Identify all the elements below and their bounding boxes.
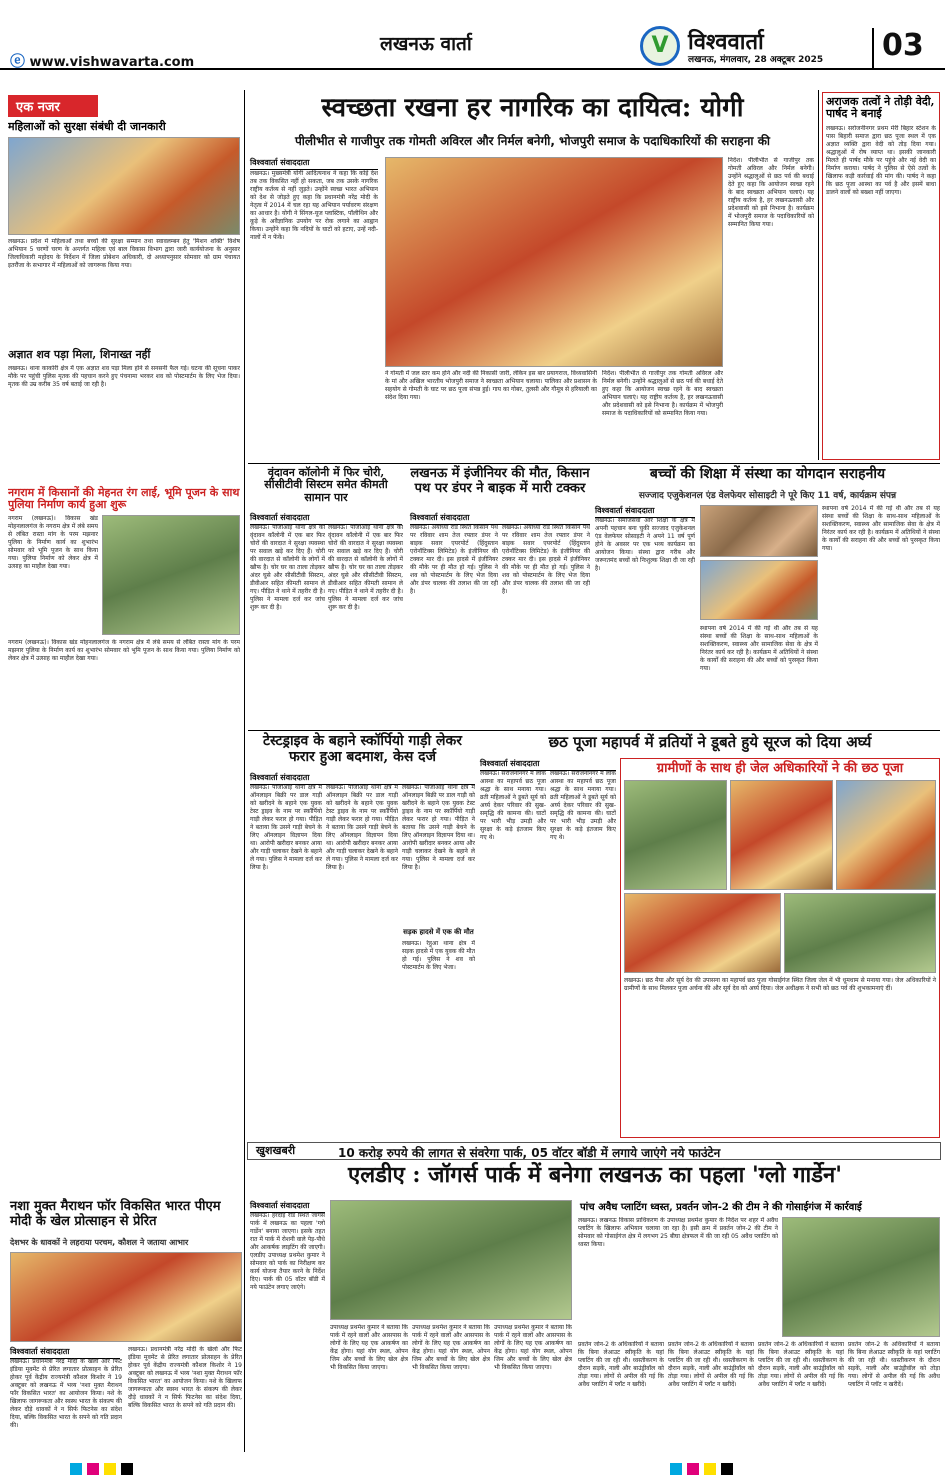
plotting-box	[578, 1200, 940, 1454]
jail-photo-5	[784, 893, 936, 973]
chhath-headline: छठ पूजा महापर्व में व्रतियों ने डूबते हुये सूरज को दिया अर्घ्य	[548, 733, 872, 751]
jail-box	[620, 758, 940, 1138]
bureau-byline: विश्ववार्ता संवाददाता	[250, 772, 475, 785]
marathon-text-cont: लखनऊ। प्रधानमंत्री नरेंद्र मोदी के खेलो और फिट इंडिया मूवमेंट से प्रेरित लगातार प्रोत्साहन के प्रेरित होकर पूर्व केंद्रीय राज्यमंत्री कौशल किशोर ने 19 अक्टूबर को लखनऊ में भव्य 'नशा मुक्त मैराथन फॉर विकसित भारत' का आयोजन किया। नशे के खिलाफ जागरूकता और स्वस्थ भारत के संकल्प की लेकर दौड़े धावकों ने न सिर्फ फिटनेस का संदेश दिया, बल्कि विकसित भारत के सपने को गति प्रदान की।	[128, 1346, 242, 1409]
plotting-text-cont: प्रवर्तन जोन-2 के अधिकारियों ने बताया कि बिना लेआउट स्वीकृति के यहां प्लाटिंग की जा रही थी। ध्वस्तीकरण के दौरान सड़कें, नाली और बाउंड्रीवॉल को तोड़ा गया। लोगों से अपील की गई कि अवैध प्लाटिंग में प्लॉट न खरीदें।	[578, 1341, 664, 1389]
black-swatch	[121, 1463, 133, 1475]
marathon-headline: नशा मुक्त मैराथन फॉर विकसित भारत पीएम मोदी के खेल प्रोत्साहन से प्रेरित	[10, 1199, 221, 1229]
jail-photo-3	[836, 780, 936, 890]
bhoomi-pujan-photo	[102, 515, 240, 635]
black-swatch	[721, 1463, 733, 1475]
demolition-photo	[782, 1217, 940, 1337]
plotting-headline: पांच अवैध प्लाटिंग ध्वस्त, प्रवर्तन जोन-2 की टीम ने की गोसाईगंज में कार्रवाई	[580, 1202, 862, 1213]
story-text: नगराम (लखनऊ)। विकास खंड मोहनलालगंज के नगराम क्षेत्र में लंबे समय से लंबित रास्ता मांग के परम मझनार पुलिया के निर्माण कार्य का शुभारंभ सोमवार को भूमि पूजन के साथ किया गया। पुलिया निर्माण को लेकर क्षेत्र में उत्साह का माहौल देखा गया।	[8, 515, 98, 571]
school-photo-group	[700, 560, 818, 620]
engineer-headline: लखनऊ में इंजीनियर की मौत, किसान पथ पर डंपर ने बाइक में मारी टक्कर	[410, 466, 590, 496]
story-text: नगराम (लखनऊ)। विकास खंड मोहनलालगंज के नगराम क्षेत्र में लंबे समय से लंबित रास्ता मांग के परम मझनार पुलिया के निर्माण कार्य का शुभारंभ सोमवार को भूमि पूजन के साथ किया गया। पुलिया निर्माण को लेकर क्षेत्र में उत्साह का माहौल देखा गया।	[8, 639, 240, 663]
story-headline: अज्ञात शव पड़ा मिला, शिनाख्त नहीं	[8, 348, 151, 362]
bureau-byline: विश्ववार्ता संवाददाता	[10, 1346, 120, 1359]
cyan-swatch	[70, 1463, 82, 1475]
lead-text: लखनऊ। मुख्यमंत्री योगी आदित्यनाथ ने कहा कि कोई देश तब तक विकसित नहीं हो सकता, जब तक उसके नागरिक राष्ट्रीय कर्तव्य से नहीं जुड़ते। उन्होंने स्वच्छ भारत अभियान को देश से जोड़ते हुए कहा कि प्रधानमंत्री नरेंद्र मोदी के नेतृत्व में 2014 में चल रहा यह अभियान पर्यावरण संरक्षण का आधार है। योगी ने सिंगल-यूज प्लास्टिक, पॉलीथिन और कूड़े के अवैज्ञानिक उपयोग पर रोक लगाने का आह्वान किया। उन्होंने कहा कि नदियों के घाटों को हटाए, उन्हें नदी-नालों में न फेंकें।	[250, 170, 378, 241]
good-news-strip	[247, 1142, 941, 1160]
brand-name: विश्ववार्ता	[688, 29, 764, 55]
glo-text-cont: उपाध्यक्ष प्रथमेश कुमार ने बताया कि पार्क में रहने वालों और आसपास के लोगों के लिए यह एक आकर्षण का केंद्र होगा। यहां योग स्थल, ओपन जिम और बच्चों के लिए खेल क्षेत्र भी विकसित किया जाएगा।	[494, 1324, 572, 1371]
glo-garden-headline: एलडीए : जॉगर्स पार्क में बनेगा लखनऊ का पहला 'ग्लो गार्डेन'	[348, 1162, 842, 1188]
story-text: लखनऊ। थाना काकोरी क्षेत्र में एक अज्ञात शव पड़ा मिला होने से सनसनी फैल गई। घटना की सूचना पाकर मौके पर पहुंची पुलिस मृतक की पहचान करने हुए पंचनामा भरकर शव को पोस्टमार्टम के लिए भेज दिया। मृतक की उम्र करीब 35 वर्ष बताई जा रही है।	[8, 364, 240, 388]
lead-text: ने गोमती में जल स्तर कम होने और नदी की निकासी जारी, लेकिन इस बार प्रयागराज, विंध्यवासिनी के मां और अखिल भारतीय भोजपुरी समाज ने स्वच्छता अभियान चलाया। पालिका और प्रशासन के सहयोग से गोमती के घाट पर छठ पूजा संपन्न हुई। गाय का गोबर, तुलसी और गौमूत्र से हरियाली का संदेश दिया गया।	[385, 370, 597, 401]
school-text: लखनऊ। समाजसेवा और शिक्षा के क्षेत्र में अपनी पहचान बना चुकी सज्जाद एजुकेशनल एंड वेलफेयर सोसाइटी ने अपने 11 वर्ष पूर्ण होने के अवसर पर एक भव्य कार्यक्रम का आयोजन किया। संस्था द्वारा गरीब और जरूरतमंद बच्चों को निःशुल्क शिक्षा दी जा रही है।	[595, 517, 695, 572]
print-registration-bar	[0, 1458, 945, 1474]
school-headline: बच्चों की शिक्षा में संस्था का योगदान सराहनीय	[649, 466, 886, 482]
marathon-subhead: देशभर के धावकों ने लहराया परचम, कौशल ने जताया आभार	[10, 1238, 189, 1247]
lead-text: निर्देश। पीलीभीत से गाजीपुर तक गोमती अविरल और निर्मल बनेगी। उन्होंने श्रद्धालुओं से छठ पर्व की बधाई देते हुए कहा कि आयोजन स्वच्छ रहने के बाद स्वच्छता अभियान चलाएं। यह राष्ट्रीय कर्तव्य है, हर लखनऊवासी और प्रदेशवासी को इसे निभाना है। कार्यक्रम में भोजपुरी समाज के पदाधिकारियों को सम्मानित किया गया।	[728, 157, 814, 228]
story-headline: महिलाओं को सुरक्षा संबंधी दी जानकारी	[8, 120, 166, 133]
left-column	[8, 95, 240, 1155]
scorpio-text-cont: लखनऊ। पीजीआई थाना क्षेत्र में ऑनलाइन बिक्री पर डाल गाड़ी को खरीदने के बहाने एक युवक टेस्ट ड्राइव के नाम पर स्कॉर्पियो गाड़ी लेकर फरार हो गया। पीड़ित ने बताया कि उसने गाड़ी बेचने के लिए ऑनलाइन विज्ञापन दिया था। आरोपी खरीदार बनकर आया और गाड़ी चलाकर देखने के बहाने ले गया। पुलिस ने मामला दर्ज कर लिया है।	[402, 784, 475, 871]
section-rule	[248, 730, 940, 731]
page-number: 03	[872, 28, 938, 68]
jail-text: लखनऊ। छठ मैया और सूर्य देव की उपासना का महापर्व छठ पूजा गोसाईगंज स्थित जिला जेल में भी धूमधाम से मनाया गया। जेल अधिकारियों ने ग्रामीणों के साथ मिलकर पूजा अर्चना की और सूर्य देव को अर्घ्य दिया। जेल अधीक्षक ने सभी को छठ पर्व की शुभकामनाएं दीं।	[624, 976, 936, 992]
good-news-text: 10 करोड़ रुपये की लागत से संवरेगा पार्क, 05 वॉटर बॉडी में लगाये जाएंगे नये फाउंटेन	[338, 1146, 721, 1160]
school-subhead: सज्जाद एजुकेशनल एंड वेलफेयर सोसाइटी ने पूरे किए 11 वर्ष, कार्यक्रम संपन्न	[638, 491, 897, 501]
glo-text-cont: उपाध्यक्ष प्रथमेश कुमार ने बताया कि पार्क में रहने वालों और आसपास के लोगों के लिए यह एक आकर्षण का केंद्र होगा। यहां योग स्थल, ओपन जिम और बच्चों के लिए खेल क्षेत्र भी विकसित किया जाएगा।	[330, 1324, 408, 1371]
story-text: लखनऊ। सरोजनीनगर प्रथम मेरी बिहार स्टेशन के पास बिहारी समाज द्वारा छठ पूजा स्थल में एक अज्ञात व्यक्ति द्वारा वेदी को तोड़ दिया गया। श्रद्धालुओं में रोष व्याप्त था। इसकी जानकारी मिलते ही पार्षद मौके पर पहुंचे और नई वेदी का निर्माण कराया। पार्षद ने पुलिस से ऐसे तत्वों के खिलाफ कड़ी कार्रवाई की मांग की। पार्षद ने कहा कि छठ पूजा आस्था का पर्व है और इसमें बाधा डालने वालों को बख्शा नहीं जाएगा।	[826, 124, 936, 196]
good-news-tag: खुशखबरी	[248, 1143, 330, 1159]
story-headline: नगराम में किसानों की मेहनत रंग लाई, भूमि पूजन के साथ पुलिया निर्माण कार्य हुआ शुरू	[8, 485, 240, 511]
magenta-swatch	[687, 1463, 699, 1475]
yellow-swatch	[704, 1463, 716, 1475]
scorpio-text: लखनऊ। पीजीआई थाना क्षेत्र में ऑनलाइन बिक्री पर डाल गाड़ी को खरीदने के बहाने एक युवक टेस्ट ड्राइव के नाम पर स्कॉर्पियो गाड़ी लेकर फरार हो गया। पीड़ित ने बताया कि उसने गाड़ी बेचने के लिए ऑनलाइन विज्ञापन दिया था। आरोपी खरीदार बनकर आया और गाड़ी चलाकर देखने के बहाने ले गया। पुलिस ने मामला दर्ज कर लिया है।	[250, 784, 322, 871]
school-text-cont: स्थापना वर्ष 2014 में की गई थी और तब से यह संस्था बच्चों की शिक्षा के साथ-साथ महिलाओं के सशक्तिकरण, स्वास्थ्य और सामाजिक सेवा के क्षेत्र में निरंतर कार्य कर रही है। कार्यक्रम में अतिथियों ने संस्था के कार्यों की सराहना की और बच्चों को पुरस्कृत किया गया।	[822, 505, 940, 552]
magenta-swatch	[87, 1463, 99, 1475]
brand-logo: V	[640, 26, 680, 66]
school-photo-top	[700, 505, 818, 557]
jail-photo-4	[624, 893, 781, 973]
jail-photo-2	[730, 780, 833, 890]
lead-headline: स्वच्छता रखना हर नागरिक का दायित्व: योगी	[321, 93, 744, 123]
lead-subhead: पीलीभीत से गाजीपुर तक गोमती अविरल और निर्मल बनेगी, भोजपुरी समाज के पदाधिकारियों की सराहना की	[294, 134, 771, 148]
cyan-swatch	[670, 1463, 682, 1475]
bureau-byline: विश्ववार्ता संवाददाता	[595, 505, 695, 518]
section-rule	[248, 463, 940, 464]
plotting-text-cont: प्रवर्तन जोन-2 के अधिकारियों ने बताया कि बिना लेआउट स्वीकृति के यहां प्लाटिंग की जा रही थी। ध्वस्तीकरण के दौरान सड़कें, नाली और बाउंड्रीवॉल को तोड़ा गया। लोगों से अपील की गई कि अवैध प्लाटिंग में प्लॉट न खरीदें।	[668, 1341, 754, 1389]
lead-photo-yogi	[385, 157, 723, 367]
chhath-text: लखनऊ। सरोजनीनगर में लोक आस्था का महापर्व छठ पूजा श्रद्धा के साथ मनाया गया। व्रती महिलाओं ने डूबते सूर्य को अर्घ्य देकर परिवार की सुख-समृद्धि की कामना की। घाटों पर भारी भीड़ उमड़ी और सुरक्षा के कड़े इंतजाम किए गए थे।	[480, 770, 546, 841]
glo-text: लखनऊ। हरदोई रोड स्थित जॉगर्स पार्क में लखनऊ का पहला 'ग्लो गार्डेन' बनाया जाएगा। इसके तहत रात में पार्क में रोशनी वाले पेड़-पौधे और आकर्षक लाइटिंग की जाएगी। एलडीए उपाध्यक्ष प्रथमेश कुमार ने सोमवार को पार्क का निरीक्षण कर कार्य योजना तैयार करने के निर्देश दिए। पार्क की 05 वॉटर बॉडी में नये फाउंटेन लगाए जाएंगे।	[250, 1212, 325, 1291]
lead-text: निर्देश। पीलीभीत से गाजीपुर तक गोमती अविरल और निर्मल बनेगी। उन्होंने श्रद्धालुओं से छठ पर्व की बधाई देते हुए कहा कि आयोजन स्वच्छ रहने के बाद स्वच्छता अभियान चलाएं। यह राष्ट्रीय कर्तव्य है, हर लखनऊवासी और प्रदेशवासी को इसे निभाना है। कार्यक्रम में भोजपुरी समाज के पदाधिकारियों को सम्मानित किया गया।	[602, 370, 723, 417]
website-link[interactable]	[10, 50, 194, 71]
masthead	[0, 0, 945, 70]
plotting-text-cont: प्रवर्तन जोन-2 के अधिकारियों ने बताया कि बिना लेआउट स्वीकृति के यहां प्लाटिंग की जा रही थी। ध्वस्तीकरण के दौरान सड़कें, नाली और बाउंड्रीवॉल को तोड़ा गया। लोगों से अपील की गई कि अवैध प्लाटिंग में प्लॉट न खरीदें।	[758, 1341, 844, 1389]
marathon-photo	[10, 1252, 242, 1342]
accident-text: लखनऊ। रेहुआ थाना क्षेत्र में सड़क हादसे में एक युवक की मौत हो गई। पुलिस ने शव को पोस्टमार्टम के लिए भेजा।	[402, 940, 475, 971]
dateline: लखनऊ, मंगलवार, 28 अक्टूबर 2025	[688, 55, 824, 65]
story-headline: अराजक तत्वों ने तोड़ी वेदी, पार्षद ने बनाई	[826, 95, 935, 121]
column-divider	[244, 90, 245, 1452]
glo-text-cont: उपाध्यक्ष प्रथमेश कुमार ने बताया कि पार्क में रहने वालों और आसपास के लोगों के लिए यह एक आकर्षण का केंद्र होगा। यहां योग स्थल, ओपन जिम और बच्चों के लिए खेल क्षेत्र भी विकसित किया जाएगा।	[412, 1324, 490, 1371]
bureau-byline: विश्ववार्ता संवाददाता	[480, 758, 616, 771]
accident-subhead: सड़क हादसे में एक की मौत	[403, 928, 474, 936]
section-title: लखनऊ वार्ता	[380, 33, 472, 55]
theft-text-cont: लखनऊ। पीजीआई थाना क्षेत्र की वृंदावन कॉलोनी में एक बार फिर चोरों की वारदात ने सुरक्षा व्यवस्था पर सवाल खड़े कर दिए हैं। चोरी की वारदात से कॉलोनी के लोगों में खौफ है। चोर घर का ताला तोड़कर अंदर घुसे और सीसीटीवी सिस्टम, डीवीआर सहित कीमती सामान ले गए। पीड़ित ने थाने में तहरीर दी है। पुलिस ने मामला दर्ज कर जांच शुरू कर दी है।	[328, 524, 403, 611]
plotting-text-cont: प्रवर्तन जोन-2 के अधिकारियों ने बताया कि बिना लेआउट स्वीकृति के यहां प्लाटिंग की जा रही थी। ध्वस्तीकरण के दौरान सड़कें, नाली और बाउंड्रीवॉल को तोड़ा गया। लोगों से अपील की गई कि अवैध प्लाटिंग में प्लॉट न खरीदें।	[848, 1341, 940, 1389]
chhath-text-cont: लखनऊ। सरोजनीनगर में लोक आस्था का महापर्व छठ पूजा श्रद्धा के साथ मनाया गया। व्रती महिलाओं ने डूबते सूर्य को अर्घ्य देकर परिवार की सुख-समृद्धि की कामना की। घाटों पर भारी भीड़ उमड़ी और सुरक्षा के कड़े इंतजाम किए गए थे।	[550, 770, 616, 841]
story-text: लखनऊ। प्रदेश में महिलाओं तथा बच्चों की सुरक्षा सम्मान तथा स्वावलम्बन हेतु 'मिशन शक्ति' विशेष अभियान 5 चरणों चरण के अन्तर्गत महिला एवं बाल विकास विभाग द्वारा जारी कार्ययोजना के अनुसार जिलाधिकारी महोदय के निर्देशन में जिला प्रोबेशन अधिकारी, दो अध्यापनुसार सोमवार को ग्राम पंचायत इतरौंजा के सभागार में महिलाओं को जागरूक किया गया।	[8, 238, 240, 270]
bureau-byline: विश्ववार्ता संवाददाता	[250, 157, 378, 170]
marathon-text: लखनऊ। प्रधानमंत्री नरेंद्र मोदी के खेलो और फिट इंडिया मूवमेंट से प्रेरित लगातार प्रोत्साहन के प्रेरित होकर पूर्व केंद्रीय राज्यमंत्री कौशल किशोर ने 19 अक्टूबर को लखनऊ में भव्य 'नशा मुक्त मैराथन फॉर विकसित भारत' का आयोजन किया। नशे के खिलाफ जागरूकता और स्वस्थ भारत के संकल्प की लेकर दौड़े धावकों ने न सिर्फ फिटनेस का संदेश दिया, बल्कि विकसित भारत के सपने को गति प्रदान की।	[10, 1358, 122, 1429]
glo-garden-photo	[330, 1200, 572, 1320]
yellow-swatch	[104, 1463, 116, 1475]
women-meeting-photo	[8, 137, 240, 235]
jail-photo-1	[624, 780, 727, 890]
globe-icon: ⓔ	[10, 52, 26, 70]
engineer-text: लखनऊ। अयोध्या रोड स्थित किसान पथ पर रविवार शाम तेज रफ्तार डंपर ने बाइक सवार एयरपोर्ट (हिंदुस्तान एरोनॉटिक्स लिमिटेड) के इंजीनियर की टक्कर मार दी। इस हादसे में इंजीनियर की मौके पर ही मौत हो गई। पुलिस ने शव को पोस्टमार्टम के लिए भेज दिया और डंपर चालक की तलाश की जा रही है।	[410, 524, 498, 595]
jail-headline: ग्रामीणों के साथ ही जेल अधिकारियों ने की छठ पूजा	[656, 761, 904, 776]
column-divider	[818, 90, 819, 460]
school-text-cont: स्थापना वर्ष 2014 में की गई थी और तब से यह संस्था बच्चों की शिक्षा के साथ-साथ महिलाओं के सशक्तिकरण, स्वास्थ्य और सामाजिक सेवा के क्षेत्र में निरंतर कार्य कर रही है। कार्यक्रम में अतिथियों ने संस्था के कार्यों की सराहना की और बच्चों को पुरस्कृत किया गया।	[700, 625, 818, 672]
bureau-byline: विश्ववार्ता संवाददाता	[250, 512, 402, 525]
scorpio-headline: टेस्टड्राइव के बहाने स्कॉर्पियो गाड़ी लेकर फरार हुआ बदमाश, केस दर्ज	[262, 733, 463, 765]
website-url: www.vishwavarta.com	[29, 55, 195, 70]
bureau-byline: विश्ववार्ता संवाददाता	[410, 512, 590, 525]
engineer-text-cont: लखनऊ। अयोध्या रोड स्थित किसान पथ पर रविवार शाम तेज रफ्तार डंपर ने बाइक सवार एयरपोर्ट (हिंदुस्तान एरोनॉटिक्स लिमिटेड) के इंजीनियर की टक्कर मार दी। इस हादसे में इंजीनियर की मौके पर ही मौत हो गई। पुलिस ने शव को पोस्टमार्टम के लिए भेज दिया और डंपर चालक की तलाश की जा रही है।	[502, 524, 590, 595]
box-tag: एक नजर	[8, 95, 98, 117]
scorpio-text-cont: लखनऊ। पीजीआई थाना क्षेत्र में ऑनलाइन बिक्री पर डाल गाड़ी को खरीदने के बहाने एक युवक टेस्ट ड्राइव के नाम पर स्कॉर्पियो गाड़ी लेकर फरार हो गया। पीड़ित ने बताया कि उसने गाड़ी बेचने के लिए ऑनलाइन विज्ञापन दिया था। आरोपी खरीदार बनकर आया और गाड़ी चलाकर देखने के बहाने ले गया। पुलिस ने मामला दर्ज कर लिया है।	[326, 784, 398, 871]
plotting-text: लखनऊ। लखनऊ विकास प्राधिकरण के उपाध्यक्ष प्रथमेश कुमार के निर्देश पर शहर में अवैध प्लाटिंग के खिलाफ अभियान चलाया जा रहा है। इसी क्रम में प्रवर्तन जोन-2 की टीम ने सोमवार को गोसाईगंज क्षेत्र में लगभग 25 बीघा क्षेत्रफल में की जा रही 05 अवैध प्लाटिंग को ध्वस्त किया।	[578, 1217, 778, 1249]
bureau-byline: विश्ववार्ता संवाददाता	[250, 1200, 325, 1213]
right-top-box	[822, 92, 940, 460]
theft-headline: वृंदावन कॉलोनी में फिर चोरी, सीसीटीवी सिस्टम समेत कीमती सामान पार	[264, 466, 388, 504]
theft-text: लखनऊ। पीजीआई थाना क्षेत्र की वृंदावन कॉलोनी में एक बार फिर चोरों की वारदात ने सुरक्षा व्यवस्था पर सवाल खड़े कर दिए हैं। चोरी की वारदात से कॉलोनी के लोगों में खौफ है। चोर घर का ताला तोड़कर अंदर घुसे और सीसीटीवी सिस्टम, डीवीआर सहित कीमती सामान ले गए। पीड़ित ने थाने में तहरीर दी है। पुलिस ने मामला दर्ज कर जांच शुरू कर दी है।	[250, 524, 325, 611]
